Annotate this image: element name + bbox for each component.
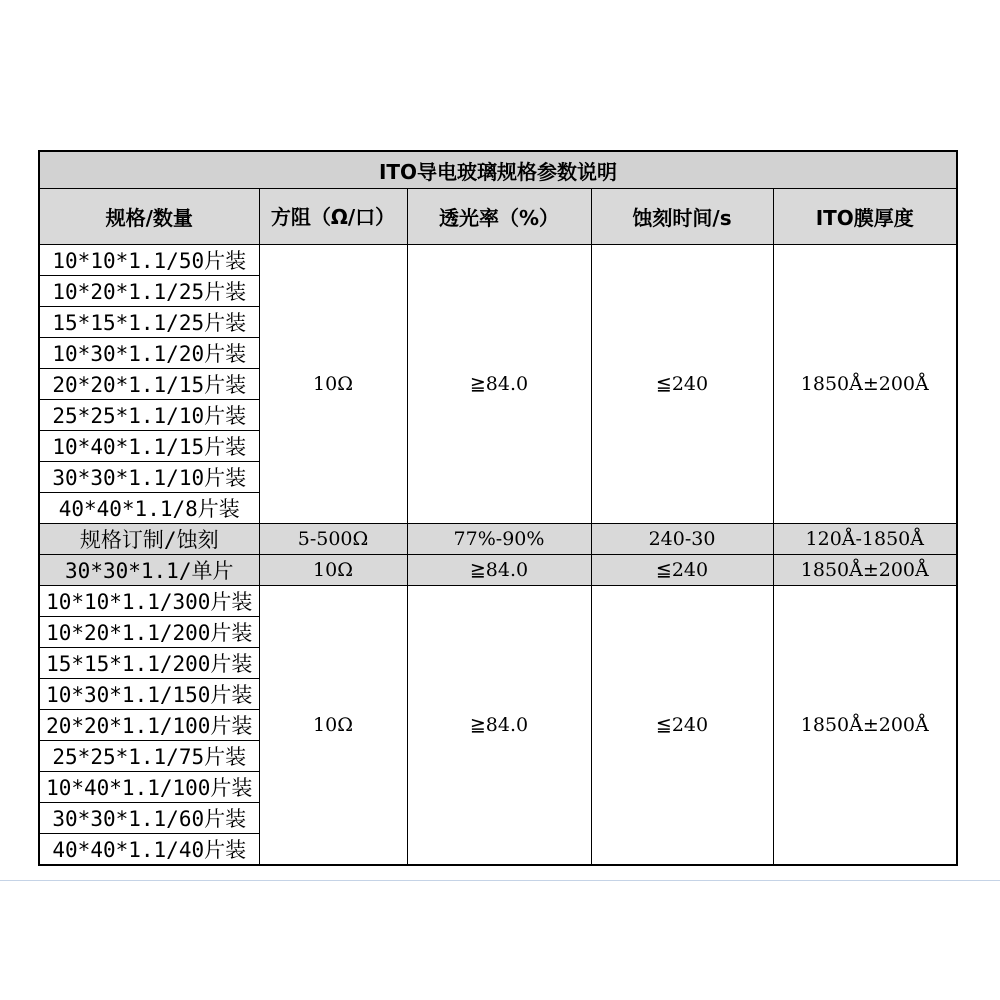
spec-cell: 30*30*1.1/10片装 — [39, 462, 259, 493]
group2-body — [39, 586, 957, 866]
etch-time-cell: ≦240 — [591, 245, 773, 524]
transmittance-cell: ≧84.0 — [407, 586, 591, 866]
resistance-cell: 10Ω — [259, 245, 407, 524]
single-resistance: 10Ω — [259, 555, 407, 586]
custom-spec: 规格订制/蚀刻 — [39, 524, 259, 555]
single-etch-time: ≦240 — [591, 555, 773, 586]
spec-cell: 10*20*1.1/25片装 — [39, 276, 259, 307]
spec-cell: 10*10*1.1/50片装 — [39, 245, 259, 276]
custom-row — [39, 524, 957, 555]
spec-cell: 10*40*1.1/15片装 — [39, 431, 259, 462]
spec-cell: 10*40*1.1/100片装 — [39, 772, 259, 803]
custom-thickness: 120Å-1850Å — [773, 524, 957, 555]
single-row — [39, 555, 957, 586]
custom-resistance: 5-500Ω — [259, 524, 407, 555]
spec-cell: 40*40*1.1/8片装 — [39, 493, 259, 524]
header-spec: 规格/数量 — [39, 189, 259, 245]
custom-transmittance: 77%-90% — [407, 524, 591, 555]
single-spec: 30*30*1.1/单片 — [39, 555, 259, 586]
spec-cell: 15*15*1.1/200片装 — [39, 648, 259, 679]
etch-time-cell: ≦240 — [591, 586, 773, 866]
transmittance-cell: ≧84.0 — [407, 245, 591, 524]
spec-cell: 25*25*1.1/75片装 — [39, 741, 259, 772]
header-transmittance: 透光率（%） — [407, 189, 591, 245]
spec-cell: 10*20*1.1/200片装 — [39, 617, 259, 648]
page-divider — [0, 880, 1000, 881]
thickness-cell: 1850Å±200Å — [773, 245, 957, 524]
spec-cell: 10*30*1.1/20片装 — [39, 338, 259, 369]
single-thickness: 1850Å±200Å — [773, 555, 957, 586]
header-resistance: 方阻（Ω/口） — [259, 189, 407, 245]
resistance-cell: 10Ω — [259, 586, 407, 866]
header-thickness: ITO膜厚度 — [773, 189, 957, 245]
spec-cell: 30*30*1.1/60片装 — [39, 803, 259, 834]
single-transmittance: ≧84.0 — [407, 555, 591, 586]
spec-cell: 10*30*1.1/150片装 — [39, 679, 259, 710]
spec-cell: 20*20*1.1/15片装 — [39, 369, 259, 400]
header-etch-time: 蚀刻时间/s — [591, 189, 773, 245]
spec-cell: 20*20*1.1/100片装 — [39, 710, 259, 741]
spec-row — [39, 245, 957, 276]
group1-body — [39, 245, 957, 524]
spec-cell: 25*25*1.1/10片装 — [39, 400, 259, 431]
header-row — [39, 189, 957, 245]
spec-cell: 40*40*1.1/40片装 — [39, 834, 259, 866]
title-row — [39, 151, 957, 189]
spec-cell: 10*10*1.1/300片装 — [39, 586, 259, 617]
spec-row — [39, 586, 957, 617]
table-title: ITO导电玻璃规格参数说明 — [39, 151, 957, 189]
thickness-cell: 1850Å±200Å — [773, 586, 957, 866]
spec-cell: 15*15*1.1/25片装 — [39, 307, 259, 338]
spec-table — [38, 150, 958, 866]
custom-etch-time: 240-30 — [591, 524, 773, 555]
